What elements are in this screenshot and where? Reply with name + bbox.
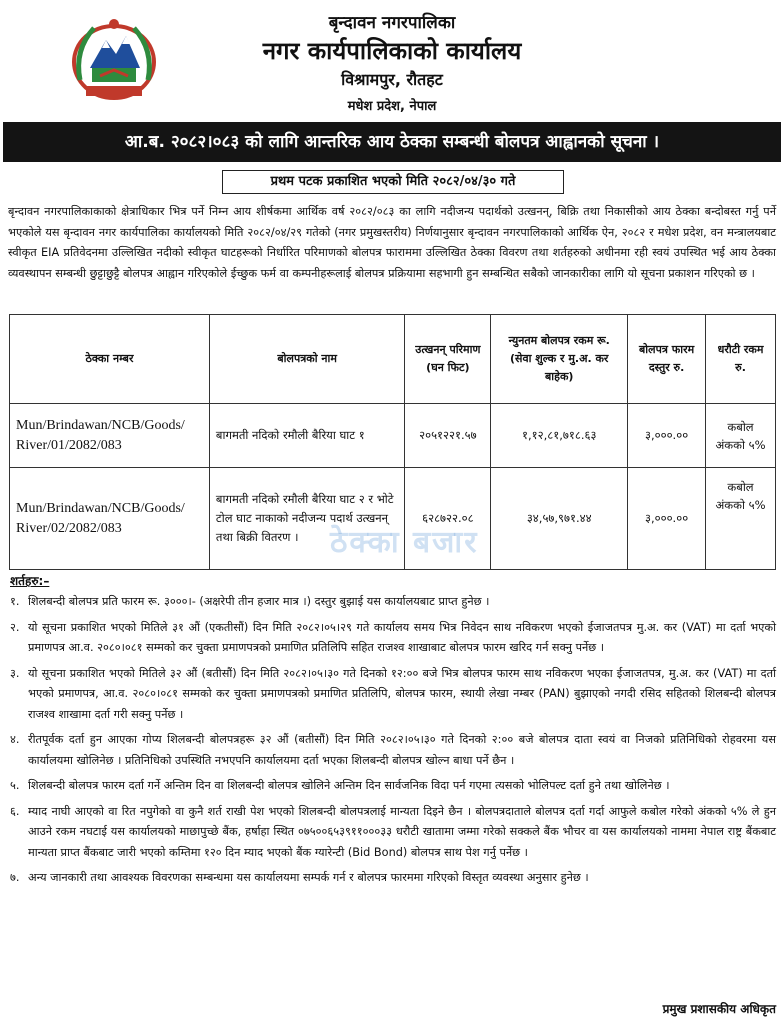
term-text: रीतपूर्वक दर्ता हुन आएका गोप्य शिलबन्दी बोलपत्रहरू ३२ औं (बतीसौं) दिन मिति २०८२।०५।३० गते दिनको २:०० बजे बोलपत्र दाता स्वयं वा निजको प्रतिनिधिको रोहवरमा यस कार्यालयमा खोलिनेछ । प्रतिनिधिको उपस्थिति नभएपनि कार्यालयमा दर्ता भएका शिलबन्दी बोलपत्र खोल्न बाधा पर्ने छैन । [28, 733, 776, 767]
intro-paragraph: बृन्दावन नगरपालिकाकाको क्षेत्राधिकार भित्र पर्ने निम्न आय शीर्षकमा आर्थिक वर्ष २०८२/०८३ का लागि नदीजन्य पदार्थको उत्खनन्, बिक्रि तथा निकासीको आय ठेक्का बन्दोबस्त गर्नु पर्ने भएकोले यस बृन्दावन नगर कार्यपालिका कार्यालयको मिति २०८२/०४/२९ गतेको (नगर प्रमुखस्तरीय) निर्णयानुसार बृन्दावन नगरपालिकाको आर्थिक ऐन, २०८२ र मधेश प्रदेश, वन मन्त्रालयबाट स्वीकृत EIA प्रतिवेदनमा उल्लिखित नदीको स्वीकृत घाटहरूको निर्धारित परिमाणको बोलपत्र फाराममा उल्लिखित ठेक्का विवरण तथा शर्तहरुको अधीनमा रही स्वयं उपस्थित भई आय ठेक्का व्यवस्थापन सम्बन्धी छुट्टाछुट्टै बोलपत्र आह्वान गरिएकोले ईच्छुक फर्म वा कम्पनीहरूलाई बोलपत्र प्रक्रियामा सहभागी हुन सम्बन्धित सबैको जानकारीका लागि यो सूचना प्रकाशन गरिएको छ । [8, 205, 776, 280]
deposit-cell: कबोल अंकको ५% [706, 468, 776, 570]
min-bid-cell: ३४,५७,९७१.४४ [491, 468, 628, 570]
list-item [10, 618, 776, 659]
min-bid-cell: १,१२,८१,७१८.६३ [491, 404, 628, 468]
col-header-bid-name: बोलपत्रको नाम [209, 315, 404, 404]
municipality-name: बृन्दावन नगरपालिका [328, 13, 456, 33]
term-text: शिलबन्दी बोलपत्र फारम दर्ता गर्ने अन्तिम दिन वा शिलबन्दी बोलपत्र खोलिने अन्तिम दिन सार्वजनिक विदा पर्न गएमा त्यसको भोलिपल्ट दर्ता हुने तथा खोलिनेछ । [28, 779, 670, 792]
header [0, 0, 784, 118]
term-number: ५. [10, 779, 20, 792]
col-header-deposit: धरौटी रकम रु. [706, 315, 776, 404]
term-number: ७. [10, 871, 20, 884]
list-item [10, 592, 776, 613]
table-row [10, 404, 776, 468]
office-location: विश्रामपुर, रौतहट [341, 70, 443, 89]
terms-list [10, 592, 776, 894]
term-number: १. [10, 595, 20, 608]
form-fee-cell: ३,०००.०० [628, 468, 706, 570]
province-name: मधेश प्रदेश, नेपाल [347, 99, 437, 114]
contract-number-cell: Mun/Brindawan/NCB/Goods/ River/01/2082/083 [10, 404, 210, 468]
term-text: शिलबन्दी बोलपत्र प्रति फारम रू. ३०००।- (अक्षरेपी तीन हजार मात्र ।) दस्तुर बुझाई यस कार्यालयबाट प्राप्त हुनेछ । [28, 595, 490, 608]
term-number: २. [10, 620, 20, 634]
contract-number-cell: Mun/Brindawan/NCB/Goods/ River/02/2082/083 [10, 468, 210, 570]
term-number: ४. [10, 733, 20, 746]
col-header-contract-number: ठेक्का नम्बर [10, 315, 210, 404]
terms-title: शर्तहरु:– [10, 574, 50, 588]
col-header-form-fee: बोलपत्र फारम दस्तुर रु. [628, 315, 706, 404]
bid-name-cell: बागमती नदिको रमौली बैरिया घाट १ [209, 404, 404, 468]
list-item [10, 802, 776, 864]
col-header-volume: उत्खनन् परिमाण (घन फिट) [405, 315, 491, 404]
deposit-cell: कबोल अंकको ५% [706, 404, 776, 468]
term-text: म्याद नाघी आएको वा रित नपुगेको वा कुनै शर्त राखी पेश भएको शिलबन्दी बोलपत्रलाई मान्यता दिइने छैन । बोलपत्रदाताले बोलपत्र दर्ता गर्दा आफुले कबोल गरेको अंकको ५% ले हुन आउने रकम नघटाई यस कार्यालयको माछापुच्छे बैंक, हर्षाहा स्थित ०७५००६५३९११०००३३ धरौटी खातामा जम्मा गरेको सक्कले बैंक भौचर वा यस कार्यालयको नाममा नेपाल राष्ट्र बैंकबाट मान्यता प्राप्त बैंकबाट जारी भएको कम्तिमा १२० दिन म्याद भएको बैंक ग्यारेन्टी (Bid Bond) बोलपत्र साथ पेश गर्नु पर्नेछ । [28, 804, 776, 859]
notice-title-banner: आ.ब. २०८२।०८३ को लागि आन्तरिक आय ठेक्का सम्बन्धी बोलपत्र आह्वानको सूचना । [3, 122, 781, 162]
table-header-row [10, 315, 776, 404]
list-item [10, 730, 776, 771]
term-text: यो सूचना प्रकाशित भएको मितिले ३२ औं (बतीसौं) दिन मिति २०८२।०५।३० गते दिनको १२:०० बजे भित्र बोलपत्र फारम साथ नविकरण भएका ईजाजतपत्र, मु.अ. कर (VAT) मा दर्ता भएको प्रमाणपत्र, आ.व. २०८०।०८१ सम्मको कर चुक्ता प्रमाणपत्रको प्रमाणित प्रतिलिपि, बोलपत्र फारम, स्थायी लेखा नम्बर (PAN) बुझाएको नगदी रसिद सहितको शिलबन्दी बोलपत्र राजश्व शाखामा दर्ता गरी सक्नु पर्नेछ । [28, 666, 776, 721]
list-item [10, 776, 776, 797]
term-number: ६. [10, 804, 20, 818]
term-text: यो सूचना प्रकाशित भएको मितिले ३१ औं (एकतीसौं) दिन मिति २०८२।०५।२९ गते कार्यालय समय भित्र निवेदन साथ नविकरण भएको ईजाजतपत्र मु.अ. कर (VAT) मा दर्ता भएको प्रमाणपत्र आ.व. २०८०।०८१ सम्मको कर चुक्ता प्रमाणपत्रको प्रमाणित प्रतिलिपि सहित राजश्व शाखाबाट बोलपत्र फारम खरिद गर्न सक्नु पर्नेछ । [28, 620, 776, 654]
bid-name-cell: बागमती नदिको रमौली बैरिया घाट २ र भोटे टोल घाट नाकाको नदीजन्य पदार्थ उत्खनन् तथा बिक्री वितरण । [209, 468, 404, 570]
volume-cell: २०५१२२१.५७ [405, 404, 491, 468]
term-number: ३. [10, 666, 20, 680]
col-header-min-bid: न्युनतम बोलपत्र रकम रू. (सेवा शुल्क र मु.अ. कर बाहेक) [491, 315, 628, 404]
publication-date: प्रथम पटक प्रकाशित भएको मिति २०८२/०४/३० गते [222, 170, 564, 194]
term-text: अन्य जानकारी तथा आवश्यक विवरणका सम्बन्धमा यस कार्यालयमा सम्पर्क गर्न र बोलपत्र फारममा गरिएको विस्तृत व्यवस्था अनुसार हुनेछ । [28, 871, 589, 884]
list-item [10, 868, 776, 889]
signature-title: प्रमुख प्रशासकीय अधिकृत [662, 1002, 776, 1016]
form-fee-cell: ३,०००.०० [628, 404, 706, 468]
volume-cell: ६२८७२२.०८ [405, 468, 491, 570]
office-name: नगर कार्यपालिकाको कार्यालय [262, 37, 522, 65]
watermark: ठेक्का बजार [330, 525, 479, 560]
list-item [10, 664, 776, 726]
